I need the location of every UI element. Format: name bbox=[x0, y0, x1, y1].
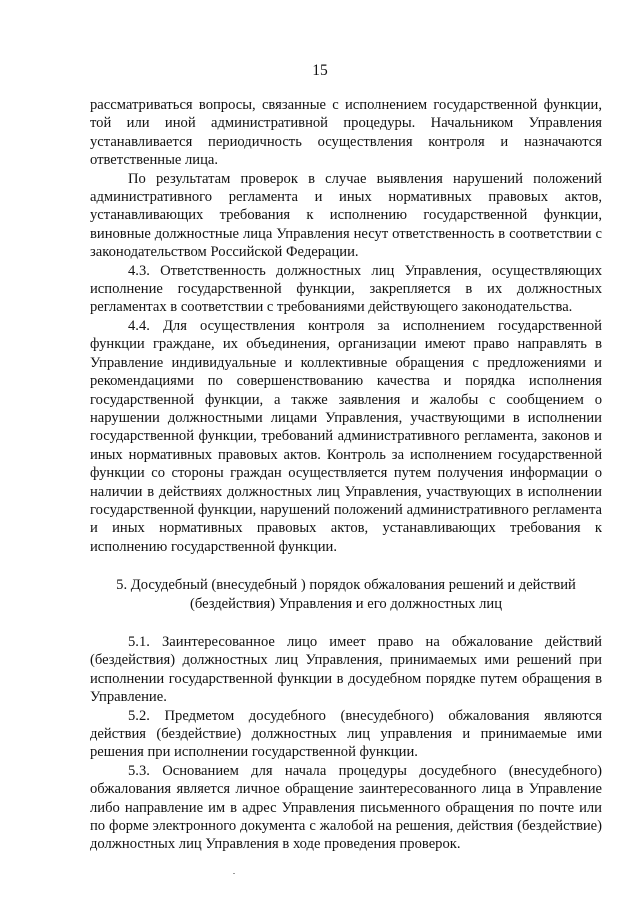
paragraph-continuation: рассматриваться вопросы, связанные с исполнением государственной функции, той или иной административной процедуры. Начальником Управления устанавливается периодичность осуществления контроля и назначаются ответственные лица. bbox=[90, 97, 602, 169]
paragraph-4-3: 4.3. Ответственность должностных лиц Управления, осуществляющих исполнение государственной функции, закрепляется в их должностных регламентах в соответствии с требованиями действующего законодательства. bbox=[90, 262, 602, 316]
paragraph-5-3: 5.3. Основанием для начала процедуры досудебного (внесудебного) обжалования является личное обращение заинтересованного лица в Управление либо направление им в адрес Управления письменного обращения по почте или по форме электронного документа с жалобой на решения, действия (бездействие) должностных лиц Управления в ходе проведения проверок. bbox=[90, 762, 602, 853]
paragraph-inspection-results: По результатам проверок в случае выявления нарушений положений административного регламента и иных нормативных правовых актов, устанавливающих требования к исполнению государственной функции, виновные должностные лица Управления несут ответственность в соответствии с законодательством Российской Федерации. bbox=[90, 170, 602, 261]
paragraph-5-2: 5.2. Предметом досудебного (внесудебного) обжалования являются действия (бездействие) должностных лиц управления и принимаемые ими решения при исполнении государственной функции. bbox=[90, 707, 602, 761]
document-body bbox=[90, 96, 602, 854]
paragraph-4-4: 4.4. Для осуществления контроля за исполнением государственной функции граждане, их объединения, организации имеют право направлять в Управление индивидуальные и коллективные обращения с предложениями и рекомендациями по совершенствованию качества и порядка исполнения государственной функции, а также заявления и жалобы с сообщением о нарушении должностными лицами Управления, участвующими в исполнении государственной функции, требований административного регламента, законов и иных нормативных правовых актов. Контроль за исполнением государственной функции со стороны граждан осуществляется путем получения информации о наличии в действиях должностных лиц Управления, участвующих в исполнении государственной функции, нарушений положений административного регламента и иных нормативных правовых актов, устанавливающих требования к исполнению государственной функции. bbox=[90, 317, 602, 555]
scan-mark bbox=[233, 873, 235, 874]
section-5-heading-line-2: (бездействия) Управления и его должностных лиц bbox=[190, 595, 502, 612]
paragraph-5-1: 5.1. Заинтересованное лицо имеет право на обжалование действий (бездействия) должностных лиц Управления, принимаемых ими решений при исполнении государственной функции в досудебном порядке путем обращения в Управление. bbox=[90, 633, 602, 706]
section-5-heading bbox=[90, 576, 602, 613]
page-number: 15 bbox=[312, 62, 328, 79]
section-5-heading-line-1: 5. Досудебный (внесудебный ) порядок обжалования решений и действий bbox=[116, 577, 576, 594]
